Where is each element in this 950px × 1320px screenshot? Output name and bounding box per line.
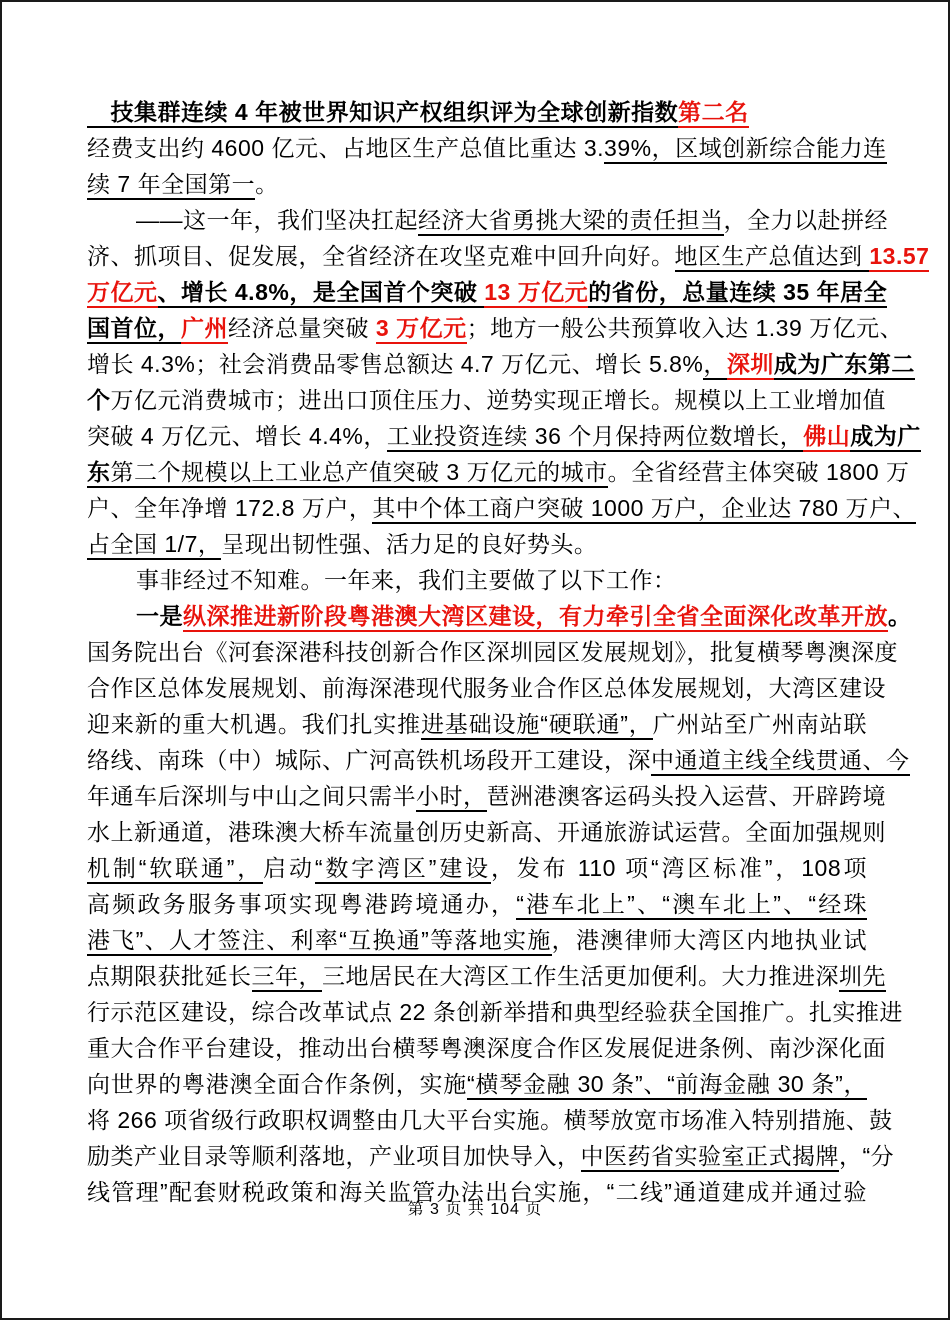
text-line bbox=[87, 706, 867, 742]
text-line bbox=[87, 454, 910, 490]
text-run: 高频政务服务事项实现粤港跨境通办， bbox=[87, 891, 517, 917]
text-line bbox=[87, 1138, 895, 1174]
text-run: 第二个规模以上工业总产值突破 3 万亿元的城市 bbox=[111, 459, 608, 488]
text-run: 将 266 项省级行政职权调整由几大平台实施。横琴放宽市场准入特别措施、鼓 bbox=[87, 1107, 893, 1133]
text-run: 、增长 4.8%，是全国首个突破 bbox=[158, 279, 485, 308]
text-run: 突破 4 万亿元、增长 4.4%， bbox=[87, 423, 387, 449]
text-line bbox=[87, 778, 886, 814]
text-run: 续 7 年全国第一 bbox=[87, 171, 255, 200]
text-run: 小时， bbox=[416, 783, 487, 812]
text-run: 济、抓项目、促发展，全省经济在攻坚克难中回升向好。 bbox=[87, 243, 675, 269]
text-line bbox=[87, 994, 903, 1030]
text-run: 中通道主线全线贯通、今 bbox=[651, 747, 910, 776]
text-line bbox=[87, 562, 867, 598]
highlighted-text-run: 纵深推进新阶段粤港澳大湾区建设，有力牵引全省全面深化改革开放 bbox=[183, 603, 888, 632]
text-line bbox=[87, 1030, 886, 1066]
text-run: 增长 4.3%；社会消费品零售总额达 4.7 万亿元、增长 5.8% bbox=[87, 351, 704, 377]
text-run: 。 bbox=[888, 603, 912, 629]
text-run: 重大合作平台建设，推动出台横琴粤澳深度合作区发展促进条例、南沙深化面 bbox=[87, 1035, 886, 1061]
text-run: 圳先 bbox=[839, 963, 886, 992]
text-run: 向世界的粤港澳全面合作条例，实施 bbox=[87, 1071, 467, 1097]
text-run: 的省份，总量连续 35 年居全 bbox=[588, 279, 887, 308]
text-run: 合作区总体发展规划、前海深港现代服务业合作区总体发展规划，大湾区建设 bbox=[87, 675, 886, 701]
text-line bbox=[87, 490, 916, 526]
text-run: 一是 bbox=[136, 603, 183, 629]
text-run: ，港澳律师大湾区内地执业试 bbox=[551, 927, 867, 953]
text-run: 水上新通道，港珠澳大桥车流量创历史新高、开通旅游试运营。全面加强规则 bbox=[87, 819, 886, 845]
text-run: ， bbox=[158, 315, 182, 344]
text-run: 万亿元消费城市；进出口顶住压力、逆势实现正增长。规模以上工业增加值 bbox=[110, 387, 886, 413]
text-run: 。全省经营主体突破 1800 万 bbox=[607, 459, 910, 485]
highlighted-text-run: 深圳 bbox=[727, 351, 774, 380]
text-run: ，“分 bbox=[839, 1143, 895, 1169]
text-run: 三年， bbox=[252, 963, 323, 992]
text-line bbox=[87, 634, 898, 670]
text-run: 行示范区建设，综合改革试点 22 条创新举措和典型经验获全国推广。扎实推进 bbox=[87, 999, 903, 1025]
text-line bbox=[87, 130, 887, 166]
text-run: “数字湾区”建设 bbox=[315, 855, 491, 884]
text-line bbox=[87, 274, 888, 310]
text-line bbox=[87, 742, 910, 778]
highlighted-text-run: 3 万亿元 bbox=[376, 315, 467, 344]
text-line bbox=[87, 1066, 867, 1102]
text-line bbox=[87, 958, 886, 994]
text-run: 经济大省勇挑大梁的责任担当 bbox=[418, 207, 724, 236]
text-line bbox=[87, 850, 867, 886]
text-line bbox=[87, 310, 904, 346]
text-line bbox=[87, 526, 867, 562]
text-run: 个 bbox=[87, 387, 111, 413]
text-run: 线管理”配套财税政策和海关监管办法出台实施，“二线”通道建成并通过验 bbox=[87, 1179, 867, 1205]
text-run: 占全国 1/7， bbox=[87, 531, 221, 560]
text-line bbox=[87, 202, 888, 238]
text-run: 户、全年净增 172.8 万户， bbox=[87, 495, 373, 521]
text-line bbox=[87, 346, 915, 382]
text-run: 39%，区域创新综合能力连 bbox=[604, 135, 887, 164]
highlighted-text-run: 万亿元 bbox=[87, 279, 158, 308]
text-run: 国务院出台《河套深港科技创新合作区深圳园区发展规划》，批复横琴粤澳深度 bbox=[87, 639, 898, 665]
text-run: 国首位 bbox=[87, 315, 158, 344]
page-number: 第 3 页 共 104 页 bbox=[407, 1201, 543, 1218]
text-line bbox=[87, 922, 867, 958]
text-run: ， bbox=[780, 423, 804, 452]
text-line bbox=[87, 166, 867, 202]
text-run: 机制“软联通”， bbox=[87, 855, 263, 884]
text-run: 进基础设施“硬联通”， bbox=[421, 711, 653, 740]
text-run: 港飞”、人才签注、利率“互换通”等落地实施 bbox=[87, 927, 552, 956]
text-line bbox=[87, 814, 886, 850]
text-run: 琶洲港澳客运码头投入运营、开辟跨境 bbox=[486, 783, 886, 809]
text-line bbox=[87, 238, 930, 274]
text-line bbox=[87, 382, 886, 418]
text-line bbox=[87, 598, 912, 634]
text-run: 成为广东第二 bbox=[774, 351, 915, 380]
text-run: 励类产业目录等顺利落地，产业项目加快导入， bbox=[87, 1143, 581, 1169]
text-run: 经费支出约 4600 亿元、占地区生产总值比重达 3. bbox=[87, 135, 605, 161]
text-run: 工业投资连续 36 个月保持两位数增长 bbox=[387, 423, 780, 452]
text-run: 点期限获批延长 bbox=[87, 963, 252, 989]
text-run: 事非经过不知难。一年来，我们主要做了以下工作： bbox=[136, 567, 677, 593]
document-body bbox=[87, 94, 930, 1210]
text-line bbox=[87, 418, 921, 454]
text-line bbox=[87, 886, 867, 922]
highlighted-text-run: 广州 bbox=[181, 315, 228, 344]
text-run: 技集群连续 4 年被世界知识产权组织评为全球创新指数 bbox=[111, 99, 679, 128]
text-line bbox=[87, 670, 886, 706]
text-run: 呈现出韧性强、活力足的良好势头。 bbox=[221, 531, 598, 557]
text-run: ， bbox=[703, 351, 727, 380]
text-run: ，全力以赴拼经 bbox=[723, 207, 888, 233]
highlighted-text-run: 第二名 bbox=[678, 99, 749, 128]
text-run: “横琴金融 30 条”、“前海金融 30 条”， bbox=[467, 1071, 867, 1100]
text-line bbox=[87, 94, 867, 130]
highlighted-text-run: 13 万亿元 bbox=[484, 279, 588, 308]
text-line bbox=[87, 1102, 893, 1138]
text-run: ，发布 110 项“湾区标准”，108项 bbox=[490, 855, 867, 881]
text-run: 成为广 bbox=[850, 423, 921, 452]
text-run: “港车北上”、“澳车北上”、“经珠 bbox=[516, 891, 867, 920]
text-run: 地区生产总值达到 bbox=[675, 243, 870, 272]
highlighted-text-run: 佛山 bbox=[803, 423, 850, 452]
text-run: 中医药省实验室正式揭牌 bbox=[581, 1143, 840, 1172]
text-run: 广州站至广州南站联 bbox=[652, 711, 868, 737]
highlighted-text-run: 13.57 bbox=[869, 243, 929, 272]
text-run: 其中个体工商户突破 1000 万户，企业达 780 万户、 bbox=[372, 495, 916, 524]
text-run: ；地方一般公共预算收入达 1.39 万亿元、 bbox=[466, 315, 904, 341]
text-run: 。 bbox=[255, 171, 279, 197]
text-run: 经济总量突破 bbox=[228, 315, 376, 341]
text-run: 三地居民在大湾区工作生活更加便利。大力推进深 bbox=[322, 963, 839, 989]
text-run bbox=[87, 99, 111, 128]
text-run: ——这一年，我们坚决扛起 bbox=[136, 207, 418, 233]
text-run: 年通车后深圳与中山之间只需半 bbox=[87, 783, 416, 809]
text-run: 迎来新的重大机遇。我们扎实推 bbox=[87, 711, 421, 737]
text-run: 东 bbox=[87, 459, 111, 488]
text-run: 络线、南珠（中）城际、广河高铁机场段开工建设，深 bbox=[87, 747, 651, 773]
text-run: 启动 bbox=[263, 855, 315, 881]
